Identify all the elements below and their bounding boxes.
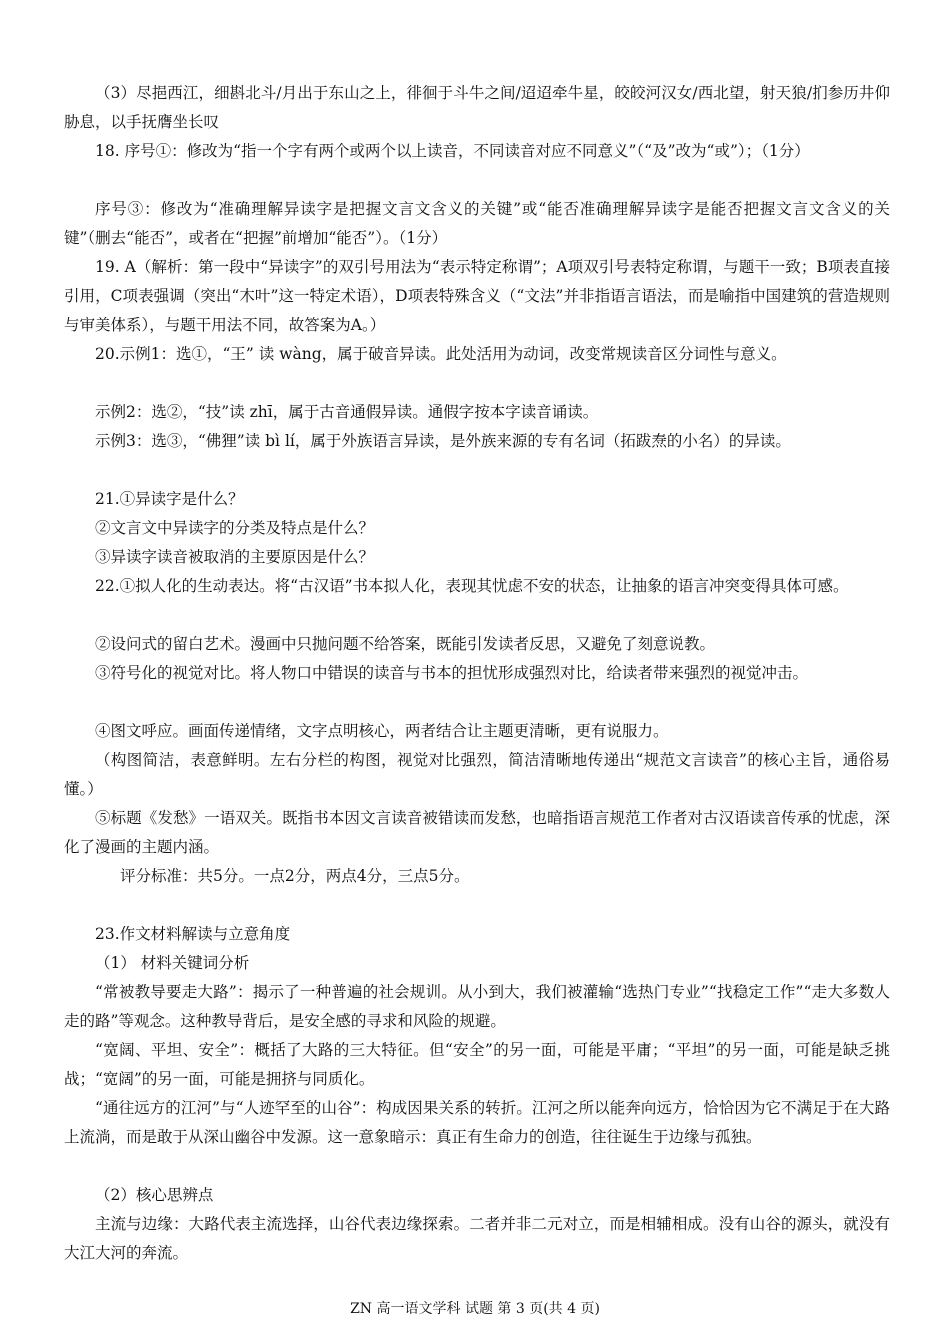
answer-21-q2: ②文言文中异读字的分类及特点是什么？ — [95, 519, 375, 537]
answer-22-point3: ③符号化的视觉对比。将人物口中错误的读音与书本的担忧形成强烈对比，给读者带来强烈的视觉冲击。 — [95, 664, 809, 682]
answer-22-note: （构图简洁，表意鲜明。左右分栏的构图，视觉对比强烈，简洁清晰地传递出“规范文言读音”的核心主旨，通俗易懂。） — [64, 751, 890, 798]
answer-22-point4: ④图文呼应。画面传递情绪，文字点明核心，两者结合让主题更清晰，更有说服力。 — [95, 722, 669, 740]
section-2-heading: （2）核心思辨点 — [95, 1186, 214, 1204]
answer-21-q1: 21.①异读字是什么？ — [95, 490, 244, 508]
core-point-1: 主流与边缘：大路代表主流选择，山谷代表边缘探索。二者并非二元对立，而是相辅相成。没有山谷的源头，就没有大江大河的奔流。 — [64, 1215, 890, 1262]
scoring-criteria: 评分标准：共5分。一点2分，两点4分，三点5分。 — [120, 867, 470, 885]
answer-23-heading: 23.作文材料解读与立意角度 — [95, 925, 291, 943]
keyword-analysis-3: “通往远方的江河”与“人迹罕至的山谷”：构成因果关系的转折。江河之所以能奔向远方，恰恰因为它不满足于在大路上流淌，而是敢于从深山幽谷中发源。这一意象暗示：真正有生命力的创造，往往诞生于边缘与孤独。 — [64, 1099, 890, 1146]
answer-18-item1: 18. 序号①：修改为“指一个字有两个或两个以上读音，不同读音对应不同意义”（“及”改为“或”）；（1分） — [95, 142, 810, 160]
answer-18-item3: 序号③：修改为“准确理解异读字是把握文言文含义的关键”或“能否准确理解异读字是能否把握文言文含义的关键”（删去“能否”，或者在“把握”前增加“能否”）。（1分） — [64, 200, 890, 247]
answer-22-point5: ⑤标题《发愁》一语双关。既指书本因文言读音被错读而发愁，也暗指语言规范工作者对古汉语读音传承的忧虑，深化了漫画的主题内涵。 — [64, 809, 890, 856]
answer-22-point2: ②设问式的留白艺术。漫画中只抛问题不给答案，既能引发读者反思，又避免了刻意说教。 — [95, 635, 716, 653]
answer-19: 19. A（解析：第一段中“异读字”的双引号用法为“表示特定称谓”；A项双引号表特定称谓，与题干一致；B项表直接引用，C项表强调（突出“木叶”这一特定术语），D项表特殊含义（“文法”并非指语言语法，而是喻指中国建筑的营造规则与审美体系），与题干用法不同，故答案为A。） — [64, 258, 890, 334]
answer-20-example2: 示例2：选②，“技”读 zhī，属于古音通假异读。通假字按本字读音诵读。 — [95, 403, 599, 421]
keyword-analysis-2: “宽阔、平坦、安全”：概括了大路的三大特征。但“安全”的另一面，可能是平庸；“平坦”的另一面，可能是缺乏挑战；“宽阔”的另一面，可能是拥挤与同质化。 — [64, 1041, 890, 1088]
answer-22-point1: 22.①拟人化的生动表达。将“古汉语”书本拟人化，表现其忧虑不安的状态，让抽象的语言冲突变得具体可感。 — [95, 577, 849, 595]
answer-21-q3: ③异读字读音被取消的主要原因是什么？ — [95, 548, 375, 566]
answer-20-example1: 20.示例1：选①，“王” 读 wàng，属于破音异读。此处活用为动词，改变常规读音区分词性与意义。 — [95, 345, 787, 363]
section-1-heading: （1） 材料关键词分析 — [95, 954, 250, 972]
keyword-analysis-1: “常被教导要走大路”：揭示了一种普遍的社会规训。从小到大，我们被灌输“选热门专业”“找稳定工作”“走大多数人走的路”等观念。这种教导背后，是安全感的寻求和风险的规避。 — [64, 983, 890, 1030]
answer-20-example3: 示例3：选③，“佛狸”读 bì lí，属于外族语言异读，是外族来源的专有名词（拓跋焘的小名）的异读。 — [95, 432, 791, 450]
page-footer: ZN 高一语文学科 试题 第 3 页(共 4 页) — [350, 1301, 600, 1317]
answer-17-3: （3）尽挹西江，细斟北斗/月出于东山之上，徘徊于斗牛之间/迢迢牵牛星，皎皎河汉女/西北望，射天狼/扪参历井仰胁息，以手抚膺坐长叹 — [64, 84, 890, 131]
